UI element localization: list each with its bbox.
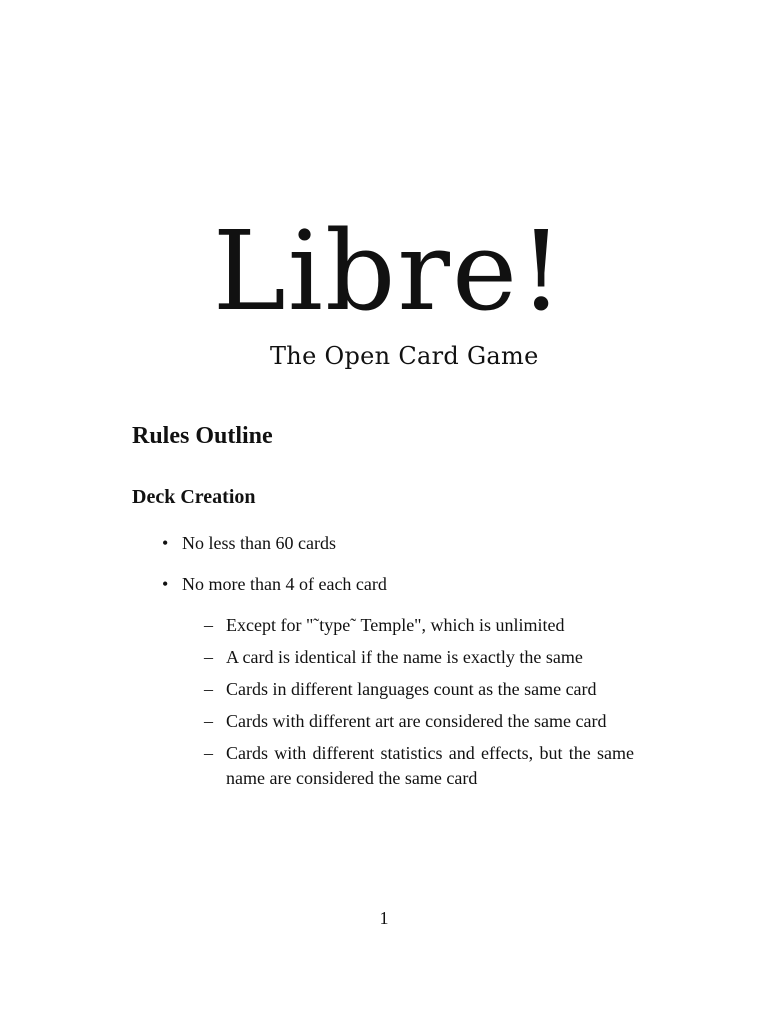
sub-list [204, 613, 634, 791]
page-number: 1 [379, 908, 389, 928]
list-item-text: No more than 4 of each card [182, 574, 387, 594]
sub-list-item-text: Except for "˜type˜ Temple", which is unlimited [226, 615, 565, 635]
list-item [160, 531, 640, 556]
sub-list-item-text: A card is identical if the name is exactly the same [226, 647, 583, 667]
bullet-marker: • [162, 574, 169, 594]
logo-subtitle: The Open Card Game [270, 342, 539, 370]
logo-title: Libre! [212, 207, 566, 335]
dash-marker: – [204, 615, 213, 635]
dash-marker: – [204, 679, 213, 699]
sub-list-item-text: Cards with different art are considered the same card [226, 711, 607, 731]
sub-list-item [204, 709, 634, 734]
bullet-marker: • [162, 533, 169, 553]
section-heading: Rules Outline [132, 423, 273, 449]
dash-marker: – [204, 647, 213, 667]
list-item [160, 572, 640, 791]
sub-list-item-text: Cards with different statistics and effects, but the same name are considered the same card [226, 743, 634, 788]
bullet-list [160, 531, 640, 791]
sub-list-item-text: Cards in different languages count as the same card [226, 679, 597, 699]
subsection-heading: Deck Creation [132, 486, 256, 508]
sub-list-item [204, 645, 634, 670]
sub-list-item [204, 613, 634, 638]
sub-list-item [204, 741, 634, 791]
list-item-text: No less than 60 cards [182, 533, 336, 553]
dash-marker: – [204, 743, 213, 763]
dash-marker: – [204, 711, 213, 731]
sub-list-item [204, 677, 634, 702]
